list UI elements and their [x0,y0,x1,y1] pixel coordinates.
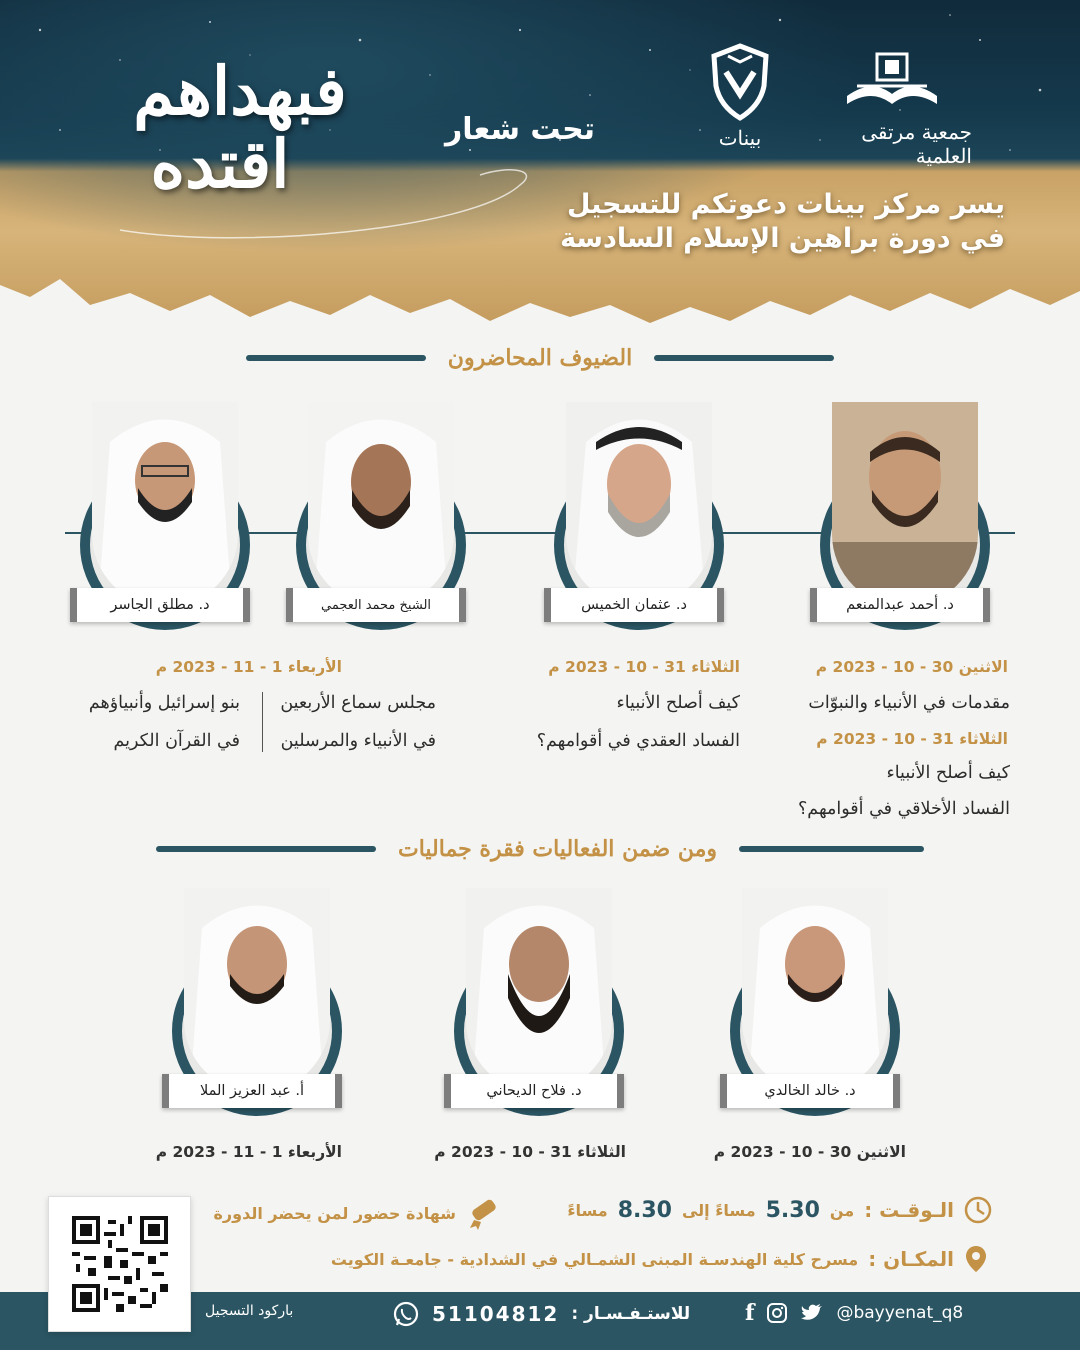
lecturers-title: الضيوف المحاضرون [447,345,633,371]
hero-banner [0,0,1080,330]
time-evening: مساءً [567,1200,608,1220]
place-label: المكـان : [868,1247,954,1271]
certificate-info [213,1196,502,1230]
inquiry-phone[interactable] [392,1300,690,1328]
registration-qr-code[interactable] [48,1196,191,1332]
inquiry-label: للاستـفـسـار : [571,1304,691,1324]
session-1-topic-1: مقدمات في الأنبياء والنبوّات [808,693,1010,713]
speaker-card-1 [818,402,998,622]
speaker-name: د. فلاح الديحاني [444,1074,624,1108]
murtaqa-logo [812,50,972,168]
speaker-name: د. أحمد عبدالمنعم [810,588,990,622]
activity-speaker-card-3 [170,888,350,1108]
invitation-line-2: في دورة براهين الإسلام السادسة [560,222,1005,254]
speaker-name: د. خالد الخالدي [720,1074,900,1108]
speaker-photo [92,402,238,607]
session-1-date-2: الثلاثاء 31 - 10 - 2023 م [816,730,1008,748]
speaker-photo [566,402,712,607]
session-1-topic-2-line-2: الفساد الأخلاقي في أقوامهم؟ [798,799,1010,819]
speaker-photo [466,888,612,1093]
session-2-topic-line-1: كيف أصلح الأنبياء [616,693,740,713]
phone-number: 51104812 [432,1302,560,1326]
session-3-date: الأربعاء 1 - 11 - 2023 م [155,658,342,676]
time-end: 8.30 [617,1197,672,1223]
activity-speaker-card-1 [728,888,908,1108]
murtaqa-logo-label: جمعية مرتقى العلمية [861,120,972,168]
speaker-name: الشيخ محمد العجمي [286,588,466,622]
bayyenat-logo [700,42,780,150]
torn-paper-edge [0,265,1080,330]
title-bar-right [654,355,834,361]
slogan-intro: تحت شعار [444,112,596,147]
speaker-card-4 [78,402,258,622]
time-start: 5.30 [765,1197,820,1223]
time-evening-to: مساءً إلى [681,1200,756,1220]
activities-section-title [150,836,930,862]
certificate-scroll-icon [466,1196,502,1230]
speaker-photo [832,402,978,607]
speaker-card-3 [294,402,474,622]
activity-1-date: الاثنين 30 - 10 - 2023 م [713,1143,906,1161]
speaker-card-2 [552,402,732,622]
activities-title: ومن ضمن الفعاليات فقرة جماليات [397,836,718,862]
book-building-icon [837,50,947,116]
title-bar-left [156,846,376,852]
instagram-icon[interactable] [766,1302,788,1324]
session-3-topic-line-1: مجلس سماع الأربعين [280,693,436,713]
invitation-line-1: يسر مركز بينات دعوتكم للتسجيل [567,189,1005,220]
facebook-icon[interactable]: f [745,1300,755,1326]
speaker-photo [742,888,888,1093]
title-bar-left [246,355,426,361]
shield-icon [708,42,772,122]
social-links[interactable] [745,1300,963,1326]
speaker-name: د. مطلق الجاسر [70,588,250,622]
slogan-line-2: اقتده [150,124,290,203]
time-info [567,1196,992,1224]
title-bar-right [739,846,924,852]
place-value: مسرح كلية الهندسـة المبنى الشمـالي في الشدادية - جامعـة الكويت [330,1249,859,1269]
qr-code-label: باركود التسجيل [205,1303,294,1319]
session-3-topic-line-2: في الأنبياء والمرسلين [280,731,436,751]
speaker-photo [308,402,454,607]
whatsapp-icon [392,1300,420,1328]
certificate-text: شهادة حضور لمن يحضر الدورة [213,1203,456,1223]
qr-code-icon [72,1216,168,1312]
speaker-name: أ. عبد العزيز الملا [162,1074,342,1108]
activity-3-date: الأربعاء 1 - 11 - 2023 م [155,1143,342,1161]
session-1-date-1: الاثنين 30 - 10 - 2023 م [815,658,1008,676]
speaker-name: د. عثمان الخميس [544,588,724,622]
topic-separator [262,692,263,752]
place-info [331,1244,988,1274]
session-2-date: الثلاثاء 31 - 10 - 2023 م [548,658,740,676]
clock-icon [964,1196,992,1224]
lecturers-section-title [230,345,850,371]
slogan-line-1: فبهداهم [133,52,347,130]
invitation-text [540,188,1005,256]
slogan-calligraphy [95,52,385,203]
time-from: من [829,1200,855,1220]
session-1-topic-2-line-1: كيف أصلح الأنبياء [886,763,1010,783]
activity-speaker-card-2 [452,888,632,1108]
bayyenat-logo-label: بينات [718,126,762,150]
twitter-icon[interactable] [800,1302,824,1324]
social-handle: @bayyenat_q8 [836,1303,964,1323]
session-2-topic-line-2: الفساد العقدي في أقوامهم؟ [536,731,740,751]
location-pin-icon [964,1244,988,1274]
session-4-topic-line-1: بنو إسرائيل وأنبياؤهم [88,693,240,713]
speaker-photo [184,888,330,1093]
session-4-topic-line-2: في القرآن الكريم [113,731,240,751]
activity-2-date: الثلاثاء 31 - 10 - 2023 م [434,1143,626,1161]
time-label: الـوقـت : [864,1198,954,1222]
